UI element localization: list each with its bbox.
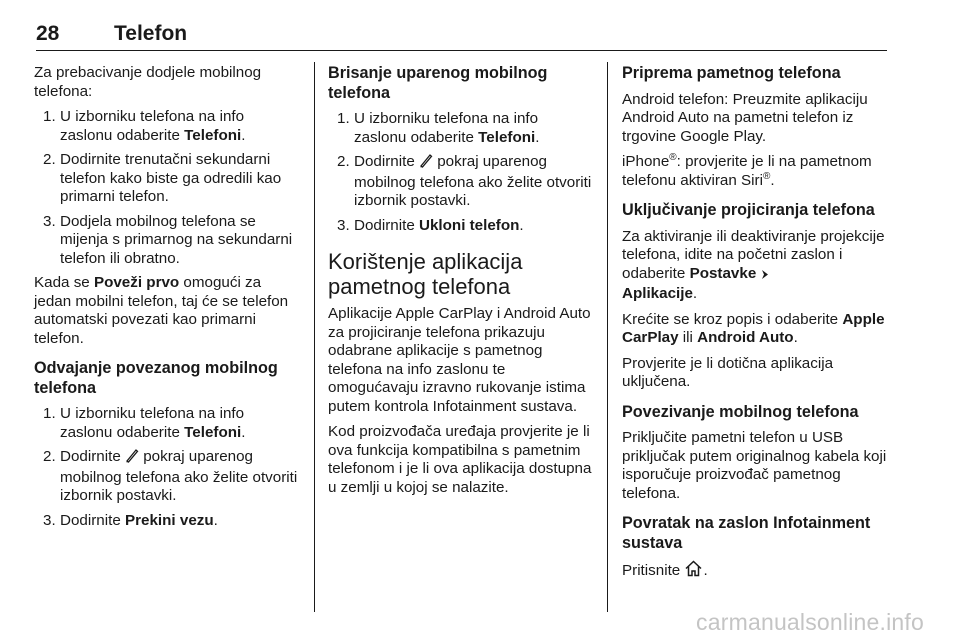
menu-term: Ukloni telefon <box>419 216 520 234</box>
column-divider <box>314 62 315 612</box>
step-number: 3. <box>337 216 350 234</box>
menu-term: Telefoni <box>478 128 536 146</box>
menu-term: Prekini vezu <box>125 511 214 529</box>
registered-mark: ® <box>669 151 677 163</box>
list-item: 3. Dodjela mobilnog telefona se mijenja s primarnog na sekundarni telefon ili obratno. <box>43 212 293 267</box>
intro-paragraph: Za prebacivanje dodjele mobilnog telefona: <box>34 64 262 100</box>
section-heading: Uključivanje projiciranja telefona <box>622 201 875 219</box>
step-number: 1. <box>43 405 56 422</box>
section-heading: Povezivanje mobilnog telefona <box>622 402 859 421</box>
menu-term: Telefoni <box>184 126 242 144</box>
android-paragraph: Android telefon: Preuzmite aplikaciju Android Auto na pametni telefon iz trgovine Google Play. <box>622 90 868 145</box>
section-heading: Priprema pametnog telefona <box>622 64 841 82</box>
column-1 <box>34 64 300 536</box>
menu-term: Postavke <box>689 264 757 282</box>
chapter-title: Telefon <box>114 22 188 45</box>
arrow-right-icon <box>761 267 769 286</box>
home-icon <box>684 560 703 583</box>
usb-paragraph: Priključite pametni telefon u USB priključak putem originalnog kabela koji isporučuje proizvođač pametnog telefona. <box>622 429 887 502</box>
list-item: 1. U izborniku telefona na info zaslonu odaberite Telefoni. <box>43 108 246 144</box>
step-number: 3. <box>43 212 56 230</box>
list-item: 2. Dodirnite trenutačni sekundarni telefon kako biste ga odredili kao primarni telefon. <box>43 151 282 205</box>
menu-term: Apple CarPlay <box>622 310 885 346</box>
list-item: 1. U izborniku telefona na info zaslonu odaberite Telefoni. <box>43 405 246 441</box>
list-item: 1. U izborniku telefona na info zaslonu odaberite Telefoni. <box>337 110 540 146</box>
registered-mark: ® <box>762 170 771 182</box>
iphone-paragraph: iPhone®: provjerite je li na pametnom telefonu aktiviran Siri®. <box>622 151 872 189</box>
menu-term: Android Auto <box>697 329 794 346</box>
apps-intro-paragraph: Aplikacije Apple CarPlay i Android Auto za projiciranje telefona prikazuju odabrane aplikacije s pametnog telefona na info zaslonu te omogućavaju izravno rukovanje istima putem kontrola Infotainment sustava. <box>328 305 591 415</box>
section-heading: Povratak na zaslon Infotainment sustava <box>622 514 871 552</box>
step-number: 1. <box>43 108 56 125</box>
menu-term: Poveži prvo <box>93 274 180 291</box>
page-header <box>36 20 887 51</box>
page-number: 28 <box>36 22 60 45</box>
step-number: 3. <box>43 511 56 529</box>
home-paragraph: Pritisnite . <box>622 560 887 583</box>
switch-steps-list <box>34 108 300 268</box>
menu-term: Telefoni <box>184 423 242 441</box>
list-item: 3. Dodirnite Prekini vezu. <box>43 511 218 529</box>
step-number: 1. <box>337 110 350 127</box>
list-item: 2. Dodirnite pokraj uparenog mobilnog telefona ako želite otvoriti izbornik postavki. <box>43 448 298 504</box>
list-item: 2. Dodirnite pokraj uparenog mobilnog telefona ako želite otvoriti izbornik postavki. <box>337 153 592 209</box>
section-heading: Odvajanje povezanog mobilnog telefona <box>34 359 278 397</box>
step-number: 2. <box>43 448 56 465</box>
check-paragraph: Provjerite je li dotična aplikacija uključena. <box>622 354 834 390</box>
pencil-icon <box>125 448 139 469</box>
projection-paragraph: Za aktiviranje ili deaktiviranje projekcije telefona, idite na početni zaslon i odaberite Postavke Aplikacije. <box>622 227 885 302</box>
column-2 <box>328 64 593 504</box>
list-item: 3. Dodirnite Ukloni telefon. <box>337 216 524 234</box>
select-apps-paragraph: Krećite se kroz popis i odaberite Apple CarPlay ili Android Auto. <box>622 310 885 346</box>
column-divider <box>607 62 608 612</box>
disconnect-steps-list <box>34 405 300 530</box>
menu-term: Aplikacije <box>622 285 693 302</box>
chapter-section-heading: Korištenje aplikacija pametnog telefona <box>328 249 523 299</box>
watermark: carmanualsonline.info <box>696 609 924 635</box>
compatibility-paragraph: Kod proizvođača uređaja provjerite je li ova funkcija kompatibilna s pametnim telefonom i je li ova aplikacija dostupna u zemlji u kojoj se nalazite. <box>328 423 592 496</box>
step-number: 2. <box>337 153 350 170</box>
column-3 <box>622 64 887 590</box>
delete-steps-list <box>328 110 593 235</box>
step-number: 2. <box>43 151 56 168</box>
pencil-icon <box>419 153 433 174</box>
connect-first-paragraph: Kada se Poveži prvo omogući za jedan mobilni telefon, taj će se telefon automatski povezati kao primarni telefon. <box>34 274 289 347</box>
section-heading: Brisanje uparenog mobilnog telefona <box>328 64 548 102</box>
